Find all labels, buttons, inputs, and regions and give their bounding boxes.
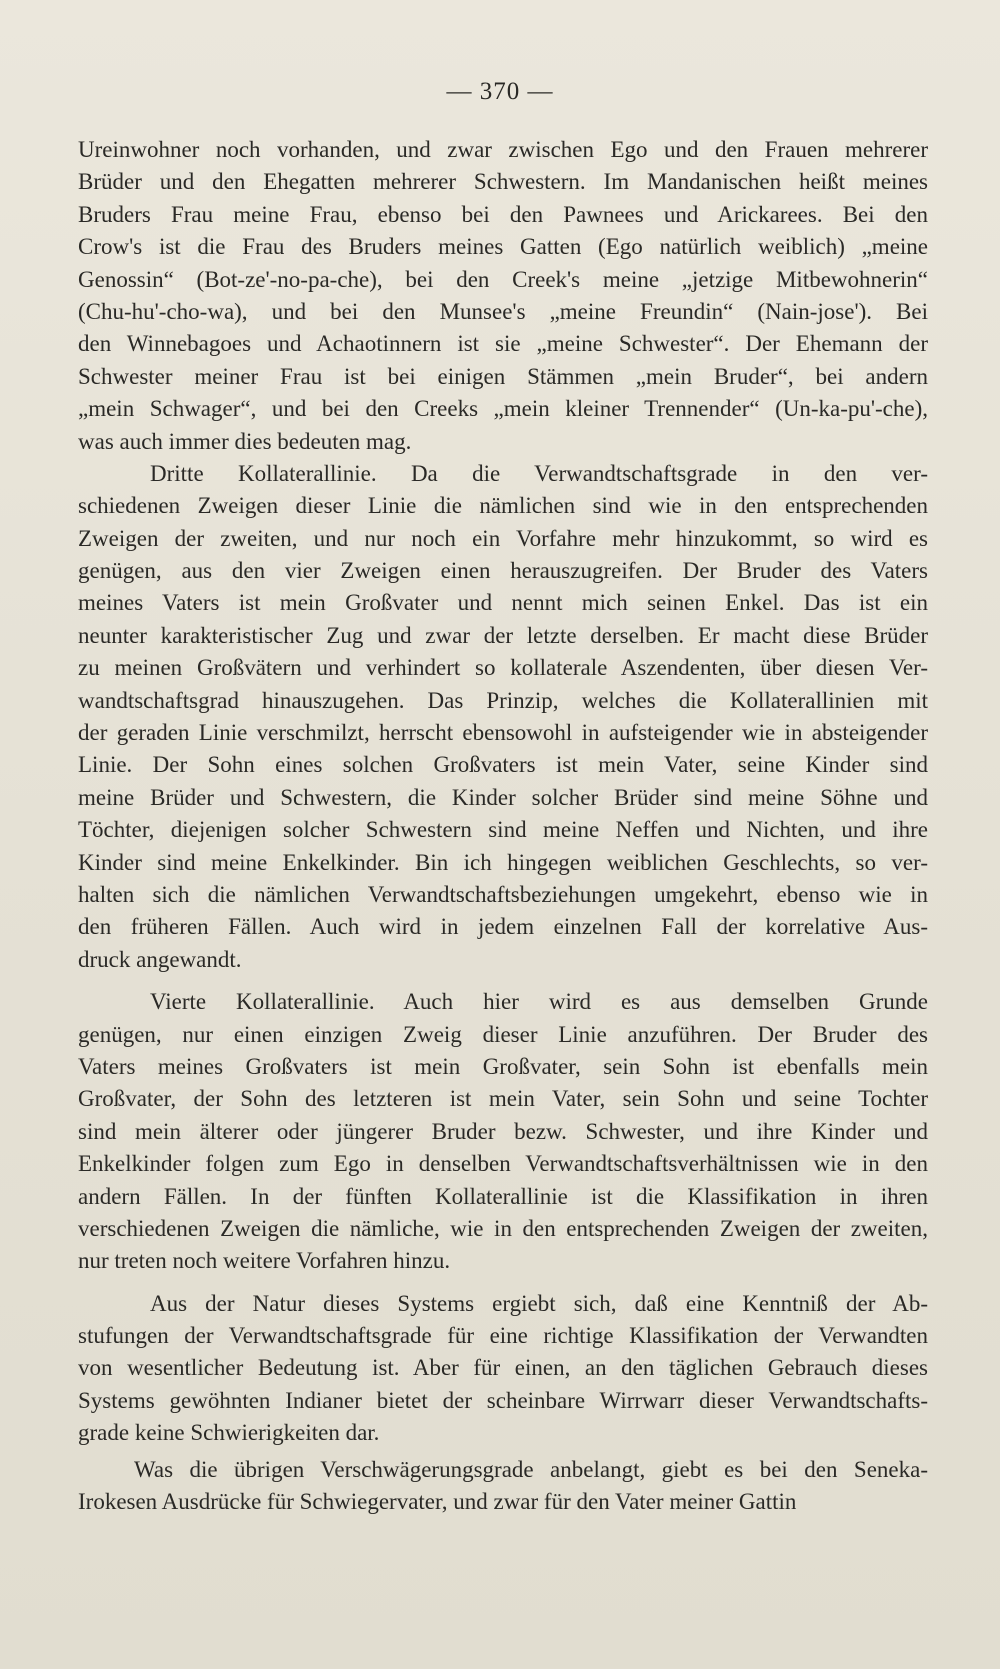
text-line: andern Fällen. In der fünften Kollaterallinie ist die Klassifikation in ihren: [78, 1183, 928, 1209]
text-line: Kinder sind meine Enkelkinder. Bin ich hingegen weiblichen Geschlechts, so ver-: [78, 849, 928, 875]
text-line: Bruders Frau meine Frau, ebenso bei den Pawnees und Arickarees. Bei den: [78, 201, 928, 227]
paragraph: [78, 986, 928, 1278]
text-line: meine Brüder und Schwestern, die Kinder solcher Brüder sind meine Söhne und: [78, 784, 928, 810]
text-line: Crow's ist die Frau des Bruders meines Gatten (Ego natürlich weiblich) „meine: [78, 234, 928, 260]
text-line: Zweigen der zweiten, und nur noch ein Vorfahre mehr hinzukommt, so wird es: [78, 525, 928, 551]
paragraph: [78, 458, 928, 976]
text-line: grade keine Schwierigkeiten dar.: [78, 1420, 380, 1446]
text-line: Schwester meiner Frau ist bei einigen Stämmen „mein Bruder“, bei andern: [78, 363, 928, 389]
text-line: Was die übrigen Verschwägerungsgrade anbelangt, giebt es bei den Seneka-: [134, 1456, 928, 1482]
page-number: — 370 —: [446, 78, 554, 105]
text-line: Vaters meines Großvaters ist mein Großvater, sein Sohn ist ebenfalls mein: [78, 1053, 928, 1079]
text-line: wandtschaftsgrad hinauszugehen. Das Prinzip, welches die Kollaterallinien mit: [78, 687, 928, 713]
text-line: nur treten noch weitere Vorfahren hinzu.: [78, 1248, 451, 1274]
text-line: den Winnebagoes und Achaotinnern ist sie „meine Schwester“. Der Ehemann der: [78, 331, 928, 357]
text-line: genügen, nur einen einzigen Zweig dieser Linie anzuführen. Der Bruder des: [78, 1021, 928, 1047]
text-line: Enkelkinder folgen zum Ego in denselben Verwandtschaftsverhältnissen wie in den: [78, 1151, 928, 1177]
text-line: „mein Schwager“, und bei den Creeks „mein kleiner Trennender“ (Un-ka-pu'-che),: [78, 396, 928, 422]
text-line: Töchter, diejenigen solcher Schwestern sind meine Neffen und Nichten, und ihre: [78, 817, 928, 843]
text-line: Systems gewöhnten Indianer bietet der scheinbare Wirrwarr dieser Verwandtschafts-: [78, 1387, 928, 1413]
text-line: verschiedenen Zweigen die nämliche, wie in den entsprechenden Zweigen der zweiten,: [78, 1215, 928, 1241]
paragraph: [78, 134, 928, 458]
text-line: den früheren Fällen. Auch wird in jedem einzelnen Fall der korrelative Aus-: [78, 914, 928, 940]
text-line: Genossin“ (Bot-ze'-no-pa-che), bei den Creek's meine „jetzige Mitbewohnerin“: [78, 266, 928, 292]
text-line: Dritte Kollaterallinie. Da die Verwandtschaftsgrade in den ver-: [150, 460, 928, 486]
paragraph: [78, 1454, 928, 1519]
text-line: Linie. Der Sohn eines solchen Großvaters ist mein Vater, seine Kinder sind: [78, 752, 928, 778]
text-line: zu meinen Großvätern und verhindert so kollaterale Aszendenten, über diesen Ver-: [78, 655, 928, 681]
text-line: Aus der Natur dieses Systems ergiebt sich, daß eine Kenntniß der Ab-: [150, 1290, 928, 1316]
text-line: schiedenen Zweigen dieser Linie die nämlichen sind wie in den entsprechenden: [78, 493, 928, 519]
text-line: Brüder und den Ehegatten mehrerer Schwestern. Im Mandanischen heißt meines: [78, 169, 928, 195]
text-line: druck angewandt.: [78, 946, 242, 972]
text-line: was auch immer dies bedeuten mag.: [78, 428, 412, 454]
text-line: (Chu-hu'-cho-wa), und bei den Munsee's „meine Freundin“ (Nain-jose'). Bei: [78, 298, 928, 324]
text-line: der geraden Linie verschmilzt, herrscht ebensowohl in aufsteigender wie in absteigender: [78, 720, 928, 746]
body-text: [78, 134, 928, 1518]
text-line: genügen, aus den vier Zweigen einen herauszugreifen. Der Bruder des Vaters: [78, 558, 928, 584]
text-line: sind mein älterer oder jüngerer Bruder bezw. Schwester, und ihre Kinder und: [78, 1118, 928, 1144]
text-line: stufungen der Verwandtschaftsgrade für eine richtige Klassifikation der Verwandten: [78, 1323, 928, 1349]
text-line: Irokesen Ausdrücke für Schwiegervater, und zwar für den Vater meiner Gattin: [78, 1489, 797, 1515]
text-line: Ureinwohner noch vorhanden, und zwar zwischen Ego und den Frauen mehrerer: [78, 137, 928, 162]
paragraph: [78, 1288, 928, 1450]
text-line: neunter karakteristischer Zug und zwar der letzte derselben. Er macht diese Brüder: [78, 622, 928, 648]
text-line: Vierte Kollaterallinie. Auch hier wird es aus demselben Grunde: [150, 989, 928, 1015]
text-line: meines Vaters ist mein Großvater und nennt mich seinen Enkel. Das ist ein: [78, 590, 928, 616]
text-line: halten sich die nämlichen Verwandtschaftsbeziehungen umgekehrt, ebenso wie in: [78, 881, 928, 907]
text-line: Großvater, der Sohn des letzteren ist mein Vater, sein Sohn und seine Tochter: [78, 1086, 928, 1112]
text-line: von wesentlicher Bedeutung ist. Aber für einen, an den täglichen Gebrauch dieses: [78, 1355, 928, 1381]
